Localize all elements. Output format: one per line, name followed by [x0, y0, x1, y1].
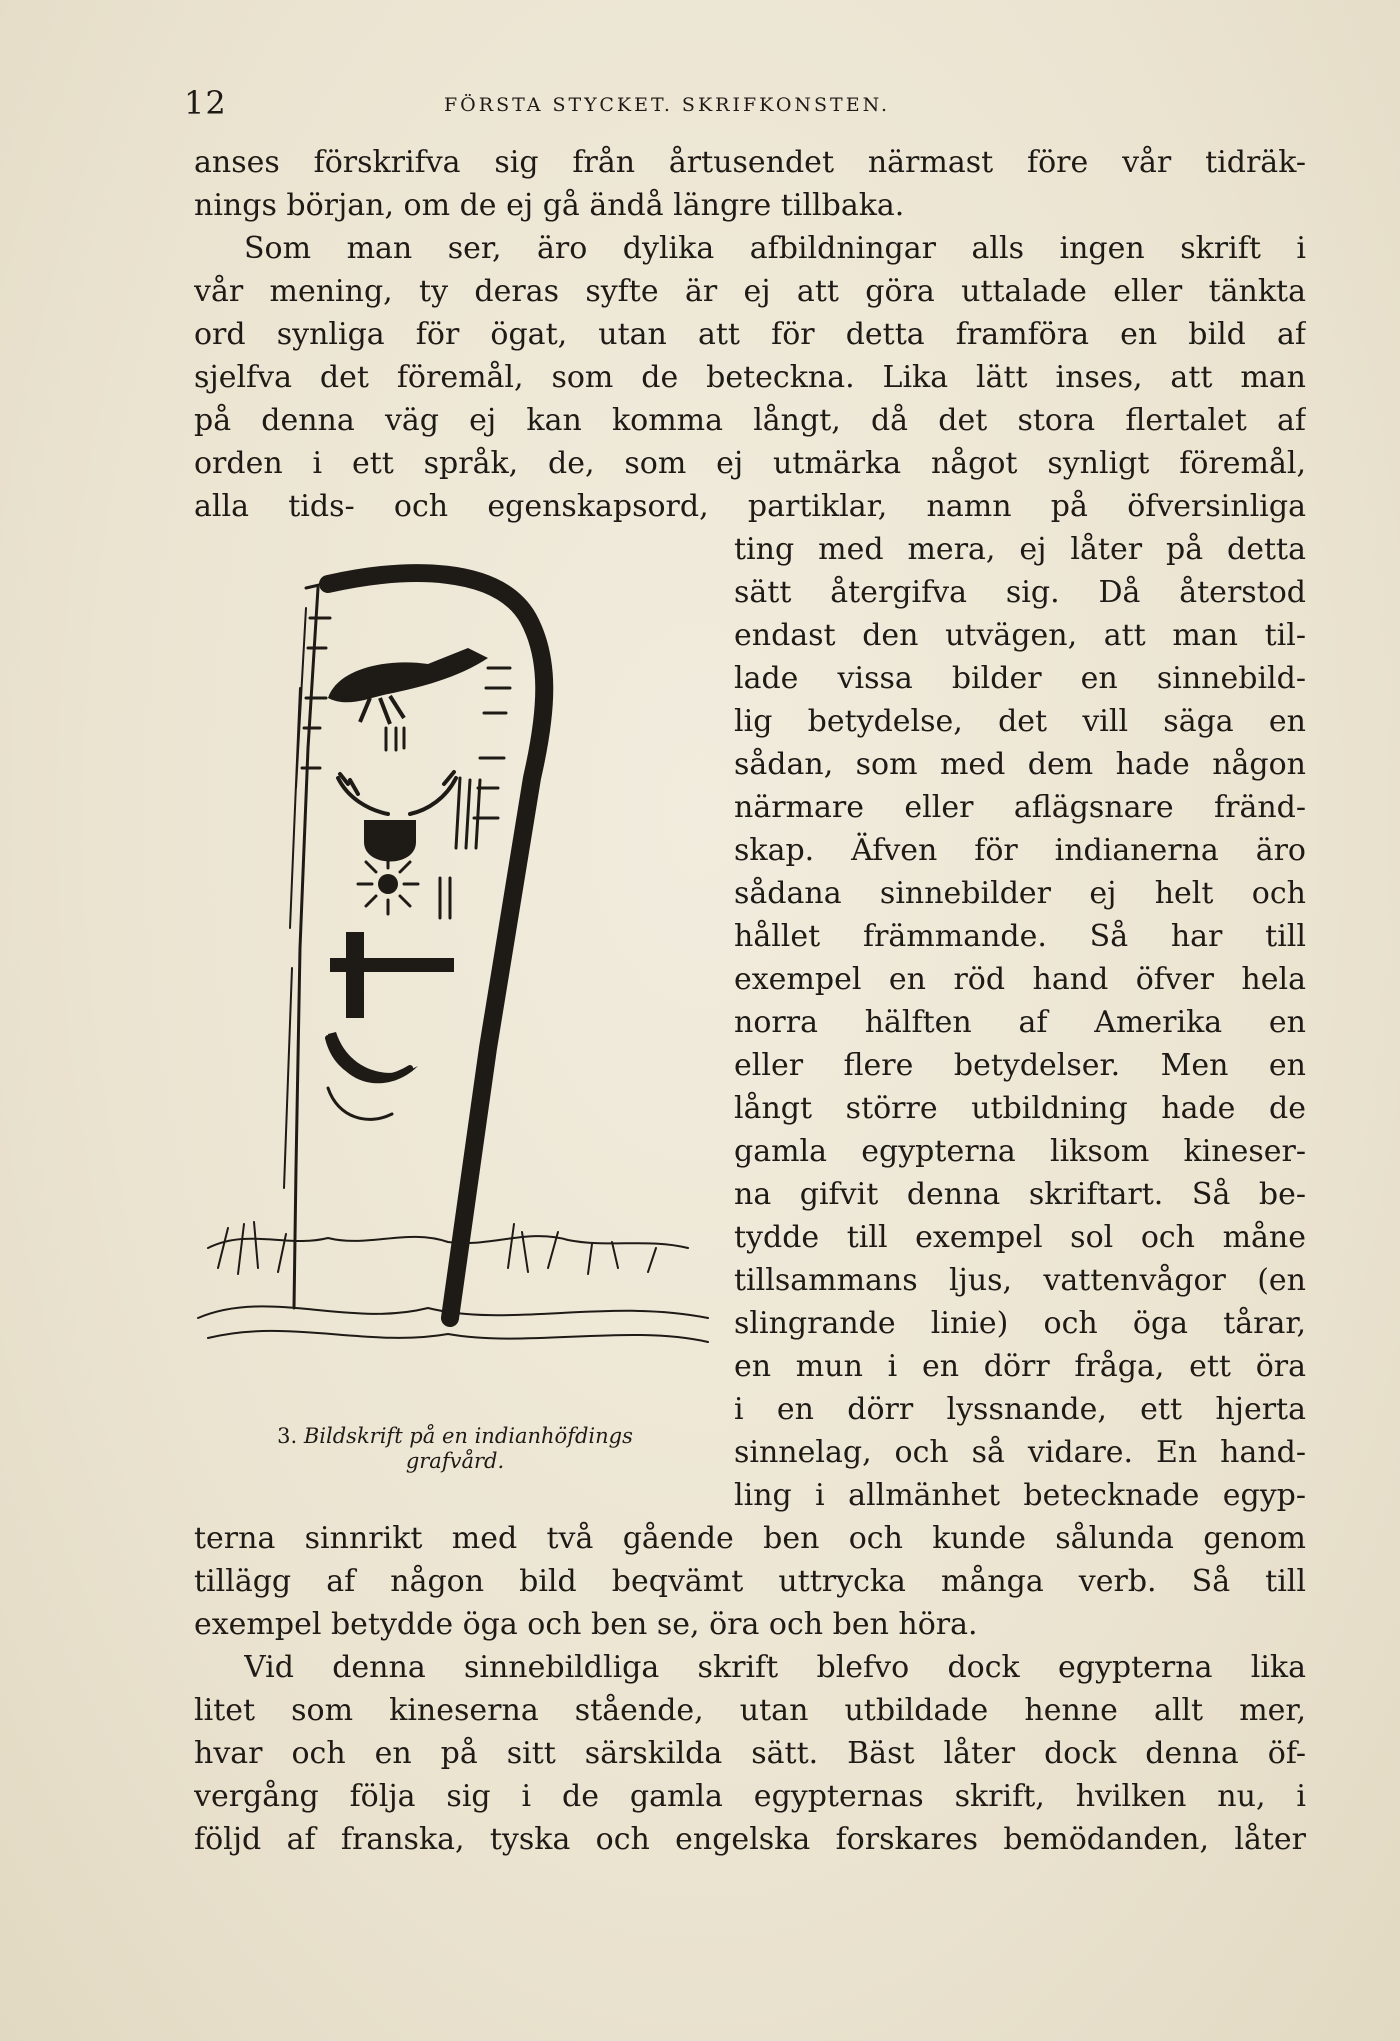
- text-line: anses förskrifva sig från årtusendet närmast före vår tidräk-: [194, 145, 1306, 180]
- text-line: norra hälften af Amerika en: [734, 1005, 1306, 1040]
- text-line: en mun i en dörr fråga, ett öra: [734, 1349, 1306, 1384]
- grave-post-illustration: [188, 548, 718, 1408]
- text-line: följd af franska, tyska och engelska forskares bemödanden, låter: [194, 1822, 1306, 1857]
- text-line: sådan, som med dem hade någon: [734, 747, 1306, 782]
- text-line: endast den utvägen, att man til-: [734, 618, 1306, 653]
- text-line: eller flere betydelser. Men en: [734, 1048, 1306, 1083]
- caption-text-line1: Bildskrift på en indianhöfdings: [303, 1424, 633, 1448]
- text-line: na gifvit denna skriftart. Så be-: [734, 1177, 1306, 1212]
- text-line: lade vissa bilder en sinnebild-: [734, 661, 1306, 696]
- text-line: gamla egypterna liksom kineser-: [734, 1134, 1306, 1169]
- text-line: tillsammans ljus, vattenvågor (en: [734, 1263, 1306, 1298]
- text-line: hvar och en på sitt särskilda sätt. Bäst låter dock denna öf-: [194, 1736, 1306, 1771]
- text-line: Som man ser, äro dylika afbildningar alls ingen skrift i: [244, 231, 1306, 266]
- caption-text-line2: grafvård.: [405, 1449, 505, 1473]
- text-line: på denna väg ej kan komma långt, då det stora flertalet af: [194, 403, 1306, 438]
- text-line: ord synliga för ögat, utan att för detta framföra en bild af: [194, 317, 1306, 352]
- caption-number: 3.: [277, 1424, 298, 1448]
- text-line: tydde till exempel sol och måne: [734, 1220, 1306, 1255]
- text-line: exempel en röd hand öfver hela: [734, 962, 1306, 997]
- text-line: nings början, om de ej gå ändå längre tillbaka.: [194, 188, 905, 223]
- text-line: terna sinnrikt med två gående ben och kunde sålunda genom: [194, 1521, 1306, 1556]
- text-line: litet som kineserna stående, utan utbildade henne allt mer,: [194, 1693, 1306, 1728]
- text-line: ting med mera, ej låter på detta: [734, 532, 1306, 567]
- text-line: vergång följa sig i de gamla egypternas skrift, hvilken nu, i: [194, 1779, 1306, 1814]
- text-line: sinnelag, och så vidare. En hand-: [734, 1435, 1306, 1470]
- text-line: hållet främmande. Så har till: [734, 919, 1306, 954]
- text-line: närmare eller aflägsnare fränd-: [734, 790, 1306, 825]
- text-line: sådana sinnebilder ej helt och: [734, 876, 1306, 911]
- running-title: FÖRSTA STYCKET. SKRIFKONSTEN.: [444, 94, 891, 116]
- text-line: långt större utbildning hade de: [734, 1091, 1306, 1126]
- page-header: [184, 84, 1310, 128]
- text-line: tillägg af någon bild beqvämt uttrycka många verb. Så till: [194, 1564, 1306, 1599]
- text-line: vår mening, ty deras syfte är ej att göra uttalade eller tänkta: [194, 274, 1306, 309]
- figure-caption: [200, 1424, 710, 1474]
- text-line: Vid denna sinnebildliga skrift blefvo dock egypterna lika: [244, 1650, 1306, 1685]
- text-line: alla tids- och egenskapsord, partiklar, namn på öfversinliga: [194, 489, 1306, 524]
- text-line: ling i allmänhet betecknade egyp-: [734, 1478, 1306, 1513]
- text-line: skap. Äfven för indianerna äro: [734, 833, 1306, 868]
- text-line: exempel betydde öga och ben se, öra och ben höra.: [194, 1607, 978, 1642]
- text-line: lig betydelse, det vill säga en: [734, 704, 1306, 739]
- text-line: sjelfva det föremål, som de beteckna. Lika lätt inses, att man: [194, 360, 1306, 395]
- text-line: i en dörr lyssnande, ett hjerta: [734, 1392, 1306, 1427]
- page-number: 12: [184, 84, 227, 122]
- text-line: orden i ett språk, de, som ej utmärka något synligt föremål,: [194, 446, 1306, 481]
- text-line: sätt återgifva sig. Då återstod: [734, 575, 1306, 610]
- text-line: slingrande linie) och öga tårar,: [734, 1306, 1306, 1341]
